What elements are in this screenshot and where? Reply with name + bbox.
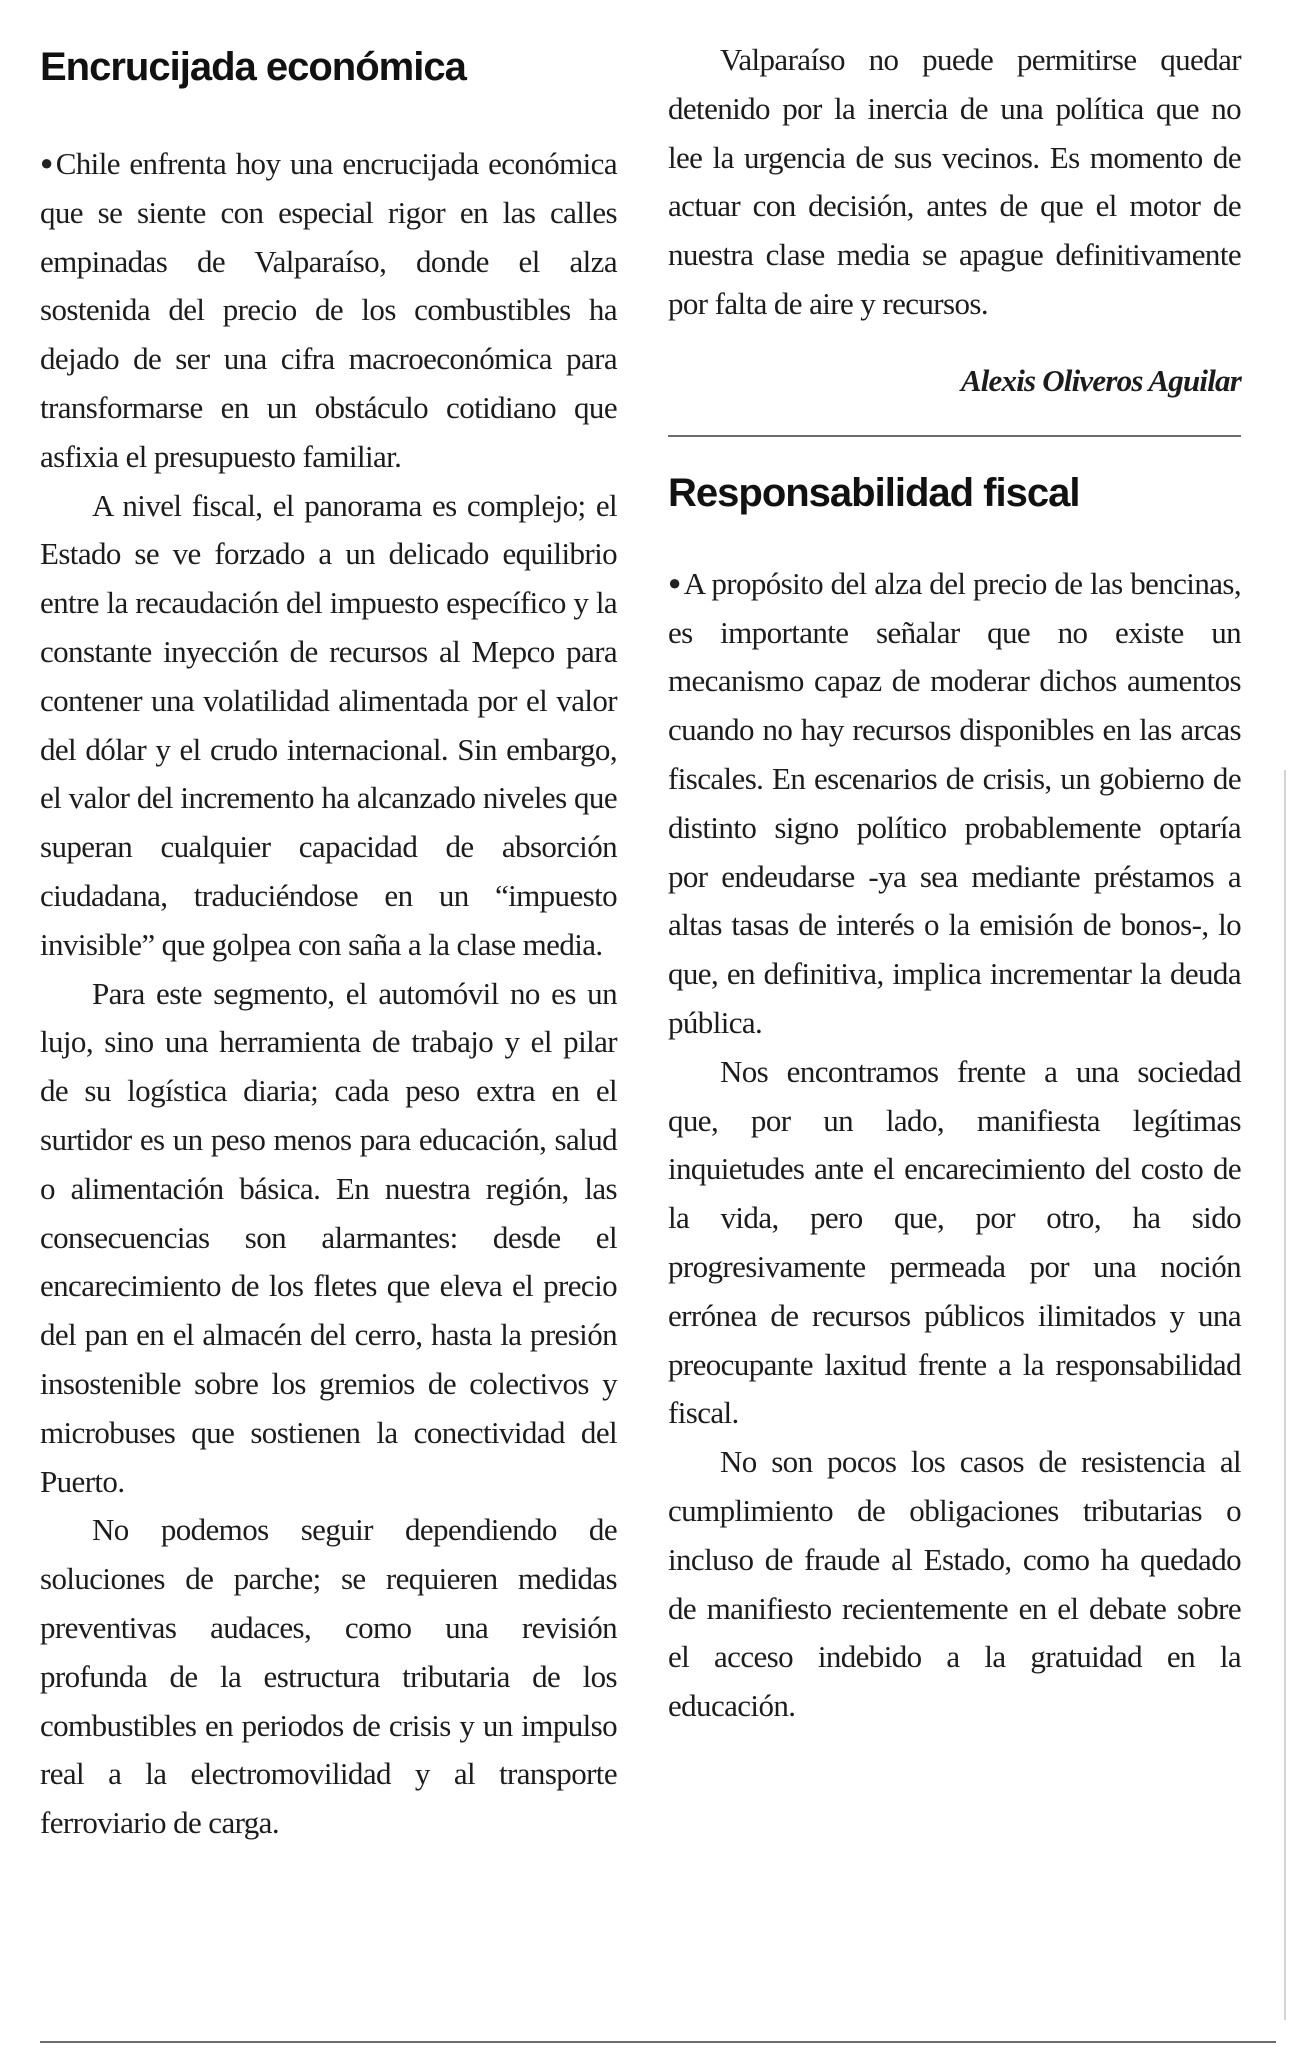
article-paragraph: Nos encontramos frente a una sociedad que, por un lado, manifiesta legítimas inquietudes ante el encarecimiento del costo de la vida, pero que, por otro, ha sido progresivamente permeada por una noción errónea de recursos públicos ilimitados y una preocupante laxitud frente a la responsabilidad fiscal.	[668, 1053, 1241, 1431]
article-paragraph	[668, 559, 1241, 1048]
right-column	[668, 0, 1241, 1731]
paragraph-text: A propósito del alza del precio de las bencinas, es importante señalar que no existe un mecanismo capaz de moderar dichos aumentos cuando no hay recursos disponibles en las arcas fiscales. En escenarios de crisis, un gobierno de distinto signo político probablemente optaría por endeudarse -ya sea mediante préstamos a altas tasas de interés o la emisión de bonos-, lo que, en definitiva, implica incrementar la deuda pública.	[668, 565, 1241, 1040]
paragraph-text: Chile enfrenta hoy una encrucijada económica que se siente con especial rigor en las calles empinadas de Valparaíso, donde el alza sostenida del precio de los combustibles ha dejado de ser una cifra macroeconómica para transformarse en un obstáculo cotidiano que asfixia el presupuesto familiar.	[40, 146, 617, 474]
article-paragraph: A nivel fiscal, el panorama es complejo; el Estado se ve forzado a un delicado equilibrio entre la recaudación del impuesto específico y la constante inyección de recursos al Mepco para contener una volatilidad alimentada por el valor del dólar y el crudo internacional. Sin embargo, el valor del incremento ha alcanzado niveles que superan cualquier capacidad de absorción ciudadana, traduciéndose en un “impuesto invisible” que golpea con saña a la clase media.	[40, 487, 617, 962]
article-paragraph: No podemos seguir dependiendo de soluciones de parche; se requieren medidas preventivas audaces, como una revisión profunda de la estructura tributaria de los combustibles en periodos de crisis y un impulso real a la electromovilidad y al transporte ferroviario de carga.	[40, 1512, 617, 1841]
author-signature: Alexis Oliveros Aguilar	[960, 362, 1241, 398]
article-paragraph: Valparaíso no puede permitirse quedar detenido por la inercia de una política que no lee la urgencia de sus vecinos. Es momento de actuar con decisión, antes de que el motor de nuestra clase media se apague definitivamente por falta de aire y recursos.	[668, 42, 1241, 321]
bottom-divider	[40, 2041, 1276, 2043]
article-paragraph: Para este segmento, el automóvil no es un lujo, sino una herramienta de trabajo y el pilar de su logística diaria; cada peso extra en el surtidor es un peso menos para educación, salud o alimentación básica. En nuestra región, las consecuencias son alarmantes: desde el encarecimiento de los fletes que eleva el precio del pan en el almacén del cerro, hasta la presión insostenible sobre los gremios de colectivos y microbuses que sostienen la conectividad del Puerto.	[40, 975, 617, 1499]
article-paragraph: No son pocos los casos de resistencia al cumplimiento de obligaciones tributarias o incluso de fraude al Estado, como ha quedado de manifiesto recientemente en el debate sobre el acceso indebido a la gratuidad en la educación.	[668, 1444, 1241, 1724]
article-paragraph	[40, 139, 617, 482]
bullet-icon: ●	[40, 150, 53, 175]
article-headline-encrucijada: Encrucijada económica	[40, 45, 466, 89]
bullet-icon: ●	[668, 569, 681, 595]
page-edge-rule	[1284, 770, 1286, 2020]
article-headline-responsabilidad: Responsabilidad fiscal	[668, 470, 1080, 515]
left-column	[40, 0, 617, 1848]
article-divider	[668, 435, 1241, 437]
